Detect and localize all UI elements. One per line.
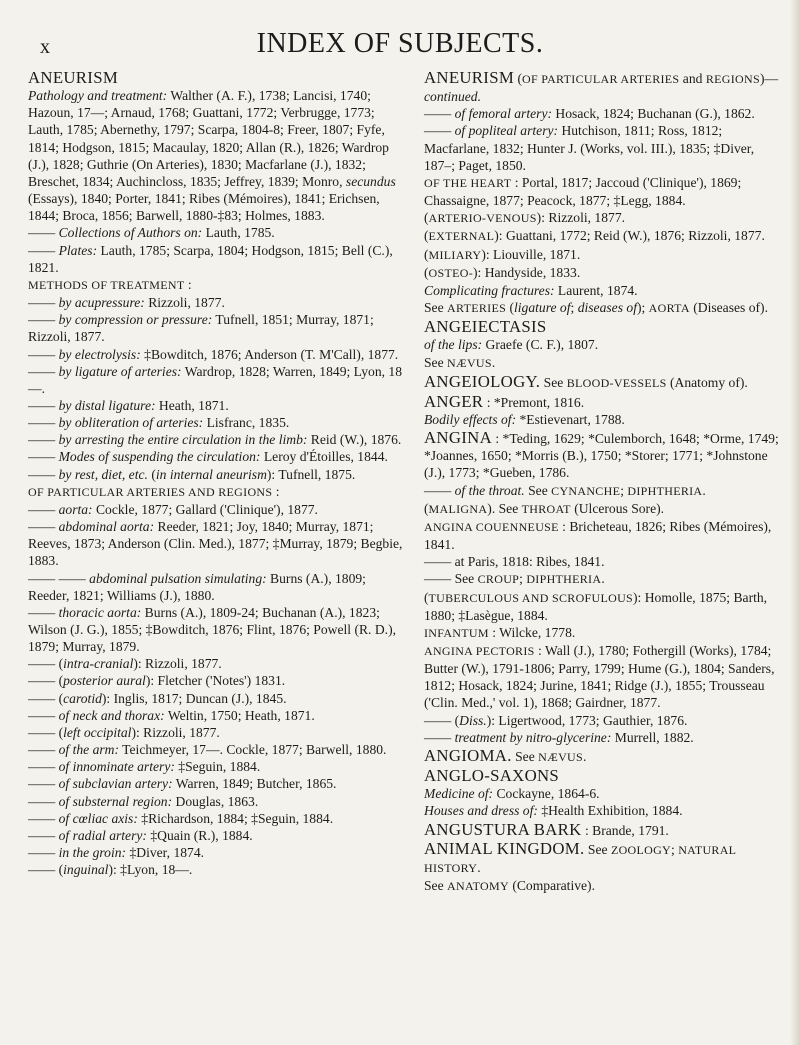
index-entry: —— aorta: Cockle, 1877; Gallard ('Clinique'), 1877.: [28, 501, 318, 517]
index-entry: —— by obliteration of arteries: Lisfranc, 1835.: [28, 415, 290, 431]
index-entry: Houses and dress of: ‡Health Exhibition, 1884.: [424, 803, 683, 819]
index-entry: —— abdominal aorta: Reeder, 1821; Joy, 1840; Murray, 1871; Reeves, 1873; Anderson (Clin. Med.), 1877; ‡Murray, 1879; Begbie, 1883.: [28, 519, 403, 569]
index-entry: See NÆVUS.: [424, 354, 496, 370]
index-entry: —— (posterior aural): Fletcher ('Notes') 1831.: [28, 673, 286, 689]
index-entry: —— thoracic aorta: Burns (A.), 1809-24; Buchanan (A.), 1823; Wilson (J. G.), 1855; ‡Bowditch, 1876; Flint, 1876; Powell (R. D.), 1879; Murray, 1879.: [28, 604, 396, 655]
page-header: [0, 22, 800, 59]
index-entry: (OSTEO-): Handyside, 1833.: [424, 264, 581, 280]
index-entry: ANEURISM (OF PARTICULAR ARTERIES and REGIONS)—continued.: [424, 68, 779, 105]
index-entry: —— by acupressure: Rizzoli, 1877.: [28, 295, 225, 311]
index-entry: —— by distal ligature: Heath, 1871.: [28, 397, 229, 413]
index-entry: —— by electrolysis: ‡Bowditch, 1876; Anderson (T. M'Call), 1877.: [28, 346, 399, 362]
index-entry: —— of cœliac axis: ‡Richardson, 1884; ‡Seguin, 1884.: [28, 810, 334, 826]
index-entry: ANGINA COUENNEUSE : Bricheteau, 1826; Ribes (Mémoires), 1841.: [424, 518, 772, 553]
running-head: INDEX OF SUBJECTS.: [256, 28, 544, 59]
index-entry: ANGIOMA. See NÆVUS.: [424, 745, 587, 765]
index-entry: —— of subclavian artery: Warren, 1849; Butcher, 1865.: [28, 776, 337, 792]
index-entry: —— by rest, diet, etc. (in internal aneurism): Tufnell, 1875.: [28, 466, 356, 482]
index-entry: ANEURISM: [28, 68, 119, 87]
index-entry: METHODS OF TREATMENT :: [28, 276, 192, 292]
index-entry: See ARTERIES (ligature of; diseases of); AORTA (Diseases of).: [424, 300, 768, 316]
index-entry: (TUBERCULOUS AND SCROFULOUS): Homolle, 1875; Barth, 1880; ‡Lasègue, 1884.: [424, 589, 768, 623]
index-entry: —— of innominate artery: ‡Seguin, 1884.: [28, 759, 261, 775]
page-number: x: [40, 36, 50, 58]
left-column: [28, 68, 410, 878]
index-entry: —— of radial artery: ‡Quain (R.), 1884.: [28, 827, 253, 843]
index-entry: (ARTERIO-VENOUS): Rizzoli, 1877.: [424, 210, 626, 226]
index-entry: —— treatment by nitro-glycerine: Murrell, 1882.: [424, 729, 694, 745]
index-entry: —— by arresting the entire circulation in the limb: Reid (W.), 1876.: [28, 432, 402, 448]
index-entry: —— See CROUP; DIPHTHERIA.: [424, 571, 605, 587]
index-entry: —— (inguinal): ‡Lyon, 18—.: [28, 862, 193, 878]
index-entry: —— at Paris, 1818: Ribes, 1841.: [424, 554, 605, 570]
index-entry: Pathology and treatment: Walther (A. F.), 1738; Lancisi, 1740; Hazoun, 17—; Arnaud, 1768; Guattani, 1772; Verbrugge, 1773; Lauth, 1785; Abernethy, 1797; Scarpa, 1804-8; Freer, 1807; Fyfe, 1814; Hodgson, 1815; Macaulay, 1820; Allan (R.), 1826; Wardrop (J.), 1828; Guthrie (On Arteries), 1830; Macfarlane (J.), 1832; Breschet, 1834; Auchincloss, 1835; Jeffrey, 1839; Monro, secundus (Essays), 1840; Porter, 1841; Ribes (Mémoires), 1841; Erichsen, 1844; Broca, 1856; Barwell, 1880-‡83; Holmes, 1883.: [28, 88, 396, 224]
index-entry: OF PARTICULAR ARTERIES AND REGIONS :: [28, 483, 280, 499]
index-entry: —— Plates: Lauth, 1785; Scarpa, 1804; Hodgson, 1815; Bell (C.), 1821.: [28, 242, 393, 275]
page-edge-shadow: [790, 0, 800, 1045]
index-entry: —— (left occipital): Rizzoli, 1877.: [28, 724, 220, 740]
index-entry: OF THE HEART : Portal, 1817; Jaccoud ('Clinique'), 1869; Chassaigne, 1877; Peacock, 1877; ‡Legg, 1884.: [424, 174, 742, 209]
index-entry: ANGER : *Premont, 1816.: [424, 391, 585, 411]
index-entry: ANGEIOLOGY. See BLOOD-VESSELS (Anatomy of).: [424, 371, 748, 391]
index-entry: —— by compression or pressure: Tufnell, 1851; Murray, 1871; Rizzoli, 1877.: [28, 312, 374, 345]
index-entry: —— Collections of Authors on: Lauth, 1785.: [28, 225, 275, 241]
index-entry: —— of substernal region: Douglas, 1863.: [28, 793, 259, 809]
index-entry: ANIMAL KINGDOM. See ZOOLOGY; NATURAL HISTORY.: [424, 838, 736, 875]
index-entry: —— Modes of suspending the circulation: Leroy d'Étoilles, 1844.: [28, 449, 388, 465]
index-entry: Medicine of: Cockayne, 1864-6.: [424, 786, 600, 802]
index-entry: ANGLO-SAXONS: [424, 766, 560, 786]
index-entry: —— (Diss.): Ligertwood, 1773; Gauthier, 1876.: [424, 712, 688, 728]
right-column: [424, 68, 784, 895]
index-entry: (EXTERNAL): Guattani, 1772; Reid (W.), 1876; Rizzoli, 1877.: [424, 228, 765, 244]
index-entry: Bodily effects of: *Estievenart, 1788.: [424, 411, 625, 427]
index-entry: (MILIARY): Liouville, 1871.: [424, 246, 581, 262]
index-entry: of the lips: Graefe (C. F.), 1807.: [424, 337, 599, 353]
index-entry: —— of femoral artery: Hosack, 1824; Buchanan (G.), 1862.: [424, 106, 755, 122]
index-entry: —— —— abdominal pulsation simulating: Burns (A.), 1809; Reeder, 1821; Williams (J.), 1880.: [28, 570, 366, 603]
index-entry: See ANATOMY (Comparative).: [424, 878, 595, 894]
index-entry: ANGINA : *Teding, 1629; *Culemborch, 1648; *Orme, 1749; *Joannes, 1650; *Morris (B.), 1750; *Storer; 1771; *Johnstone (J.), 1773; *Gueben, 1786.: [424, 428, 779, 481]
index-entry: —— of the throat. See CYNANCHE; DIPHTHERIA.: [424, 482, 706, 498]
index-entry: —— of neck and thorax: Weltin, 1750; Heath, 1871.: [28, 707, 315, 723]
index-entry: —— (carotid): Inglis, 1817; Duncan (J.), 1845.: [28, 690, 287, 706]
index-entry: (MALIGNA). See THROAT (Ulcerous Sore).: [424, 500, 665, 516]
index-entry: —— in the groin: ‡Diver, 1874.: [28, 845, 205, 861]
index-entry: —— of the arm: Teichmeyer, 17—. Cockle, 1877; Barwell, 1880.: [28, 742, 387, 758]
index-entry: —— by ligature of arteries: Wardrop, 1828; Warren, 1849; Lyon, 18—.: [28, 363, 403, 396]
index-entry: —— of popliteal artery: Hutchison, 1811; Ross, 1812; Macfarlane, 1832; Hunter J. (Works, vol. III.), 1835; ‡Diver, 187–; Paget, 1850.: [424, 123, 755, 173]
index-entry: ANGINA PECTORIS : Wall (J.), 1780; Fothergill (Works), 1784; Butter (W.), 1791-1806; Parry, 1799; Hume (G.), 1804; Sanders, 1812; Hosack, 1824; Jurine, 1841; Ridge (J.), 1855; Trousseau ('Clin. Med.,' vol. 1), 1868; Gairdner, 1877.: [424, 643, 775, 711]
index-entry: —— (intra-cranial): Rizzoli, 1877.: [28, 656, 222, 672]
index-entry: INFANTUM : Wilcke, 1778.: [424, 624, 576, 640]
index-entry: ANGEIECTASIS: [424, 317, 547, 337]
index-entry: ANGUSTURA BARK : Brande, 1791.: [424, 819, 669, 839]
index-entry: Complicating fractures: Laurent, 1874.: [424, 282, 638, 298]
